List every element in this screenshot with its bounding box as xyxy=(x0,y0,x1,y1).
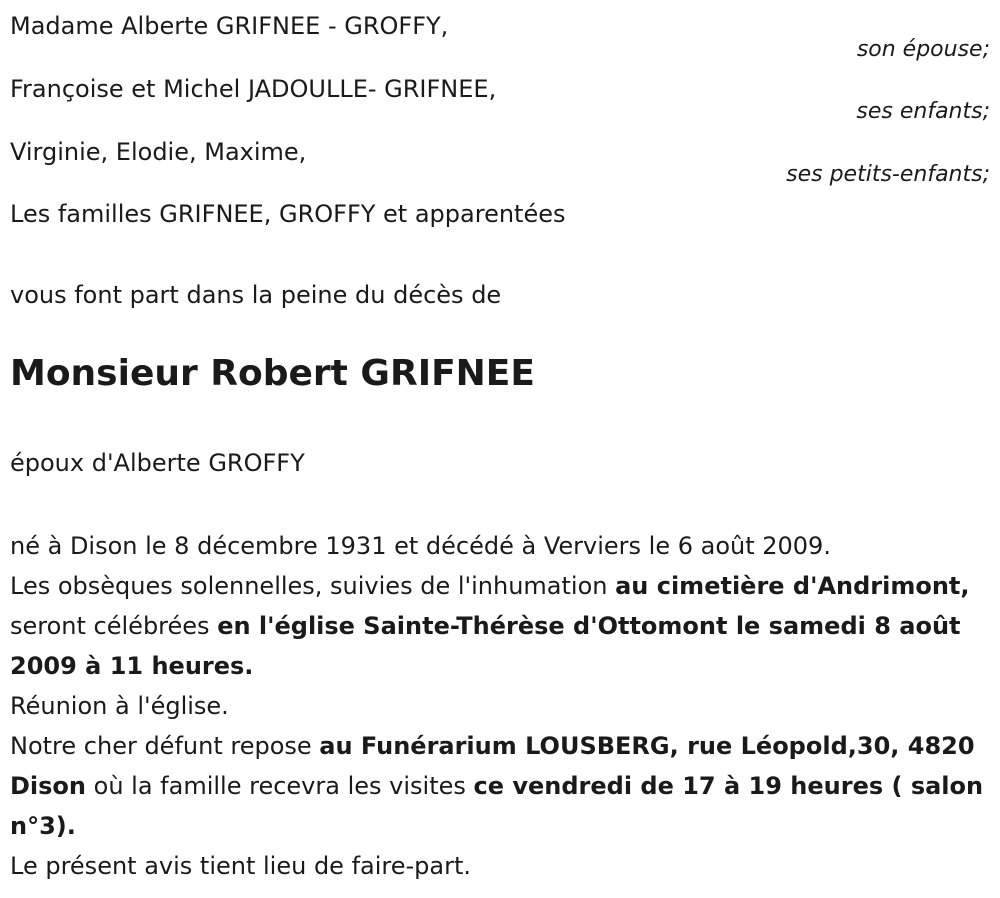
repose-text-1: Notre cher défunt repose xyxy=(10,732,320,760)
funeral-text-2: seront célébrées xyxy=(10,612,218,640)
family-name-2: Françoise et Michel JADOULLE- GRIFNEE, xyxy=(10,75,497,103)
family-name-1: Madame Alberte GRIFNEE - GROFFY, xyxy=(10,12,449,40)
obituary-details xyxy=(10,526,995,886)
family-role-2: ses enfants; xyxy=(856,99,990,124)
spouse-line: époux d'Alberte GROFFY xyxy=(10,449,305,477)
funeral-paragraph xyxy=(10,566,995,686)
deceased-name-title: Monsieur Robert GRIFNEE xyxy=(10,353,535,394)
church-text: en l'église Sainte-Thérèse d'Ottomont le samedi 8 août 2009 à 11 heures. xyxy=(10,612,961,680)
repose-paragraph xyxy=(10,726,995,846)
family-role-3: ses petits-enfants; xyxy=(786,162,990,187)
reunion-line: Réunion à l'église. xyxy=(10,692,229,720)
funerarium-text: au Funérarium LOUSBERG, rue Léopold,30, 4820 Dison xyxy=(10,732,975,800)
closing-line: Le présent avis tient lieu de faire-part. xyxy=(10,852,472,880)
birth-death-line: né à Dison le 8 décembre 1931 et décédé à Verviers le 6 août 2009. xyxy=(10,532,831,560)
repose-text-2: où la famille recevra les visites xyxy=(86,772,474,800)
announcement-text: vous font part dans la peine du décès de xyxy=(10,281,502,309)
funeral-text-1: Les obsèques solennelles, suivies de l'inhumation xyxy=(10,572,616,600)
family-name-4: Les familles GRIFNEE, GROFFY et apparentées xyxy=(10,200,566,228)
family-role-1: son épouse; xyxy=(856,37,990,62)
cemetery-text: au cimetière d'Andrimont, xyxy=(615,572,970,600)
family-name-3: Virginie, Elodie, Maxime, xyxy=(10,138,307,166)
visit-time-text: ce vendredi de 17 à 19 heures ( salon n°3). xyxy=(10,772,984,840)
